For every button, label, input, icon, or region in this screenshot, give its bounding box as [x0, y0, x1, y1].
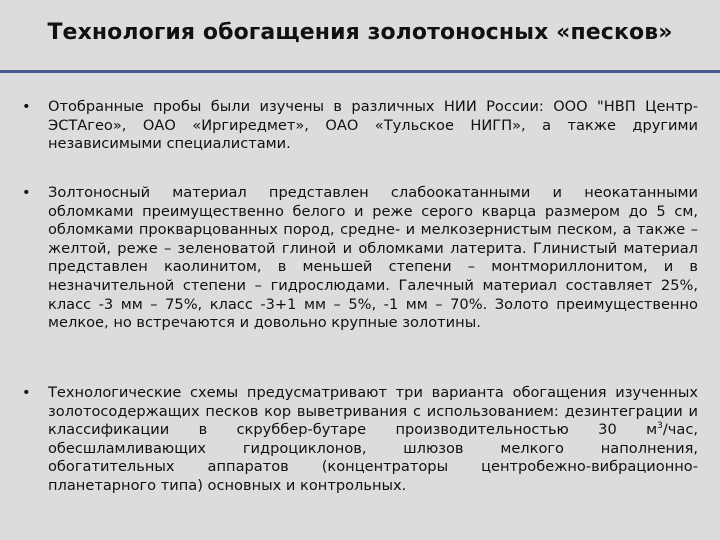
- bullet-text: Отобранные пробы были изучены в различных НИИ России: ООО "НВП Центр-ЭСТАгео», ОАО «Иргиредмет», ОАО «Тульское НИГП», а также другими независимыми специалистами.: [48, 98, 698, 153]
- slide-title: Технология обогащения золотоносных «песков»: [47, 20, 673, 45]
- bullet-marker: •: [22, 384, 31, 401]
- superscript-three: 3: [657, 421, 663, 432]
- bullet-marker: •: [22, 184, 31, 201]
- bullet-text-part: /час, обесшламливающих гидроциклонов, шлюзов мелкого наполнения, обогатительных аппаратов (концентраторы центробежно-вибрационно-планетарного типа) основных и контрольных.: [48, 421, 698, 494]
- bullet-item: [22, 184, 698, 333]
- bullet-marker: •: [22, 98, 31, 115]
- title-divider: [0, 70, 720, 73]
- bullet-text: Золтоносный материал представлен слабоокатанными и неокатанными обломками преимущественно белого и реже серого кварца размером до 5 см, обломками прокварцованных пород, средне- и мелкозернистым песком, а также – желтой, реже – зеленоватой глиной и обломками латерита. Глинистый материал представлен каолинитом, в меньшей степени – монтмориллонитом, и в незначительной степени – гидрослюдами. Галечный материал составляет 25%, класс -3 мм – 75%, класс -3+1 мм – 5%, -1 мм – 70%. Золото преимущественно мелкое, но встречаются и довольно крупные золотины.: [48, 184, 698, 332]
- bullet-text-part: Технологические схемы предусматривают три варианта обогащения изученных золотосодержащих песков кор выветривания с использованием: дезинтеграции и классификации в скруббер-бутаре производительностью 30 м: [48, 384, 698, 439]
- bullet-item: [22, 384, 698, 496]
- bullet-item: [22, 98, 698, 154]
- bullet-text: [48, 384, 698, 496]
